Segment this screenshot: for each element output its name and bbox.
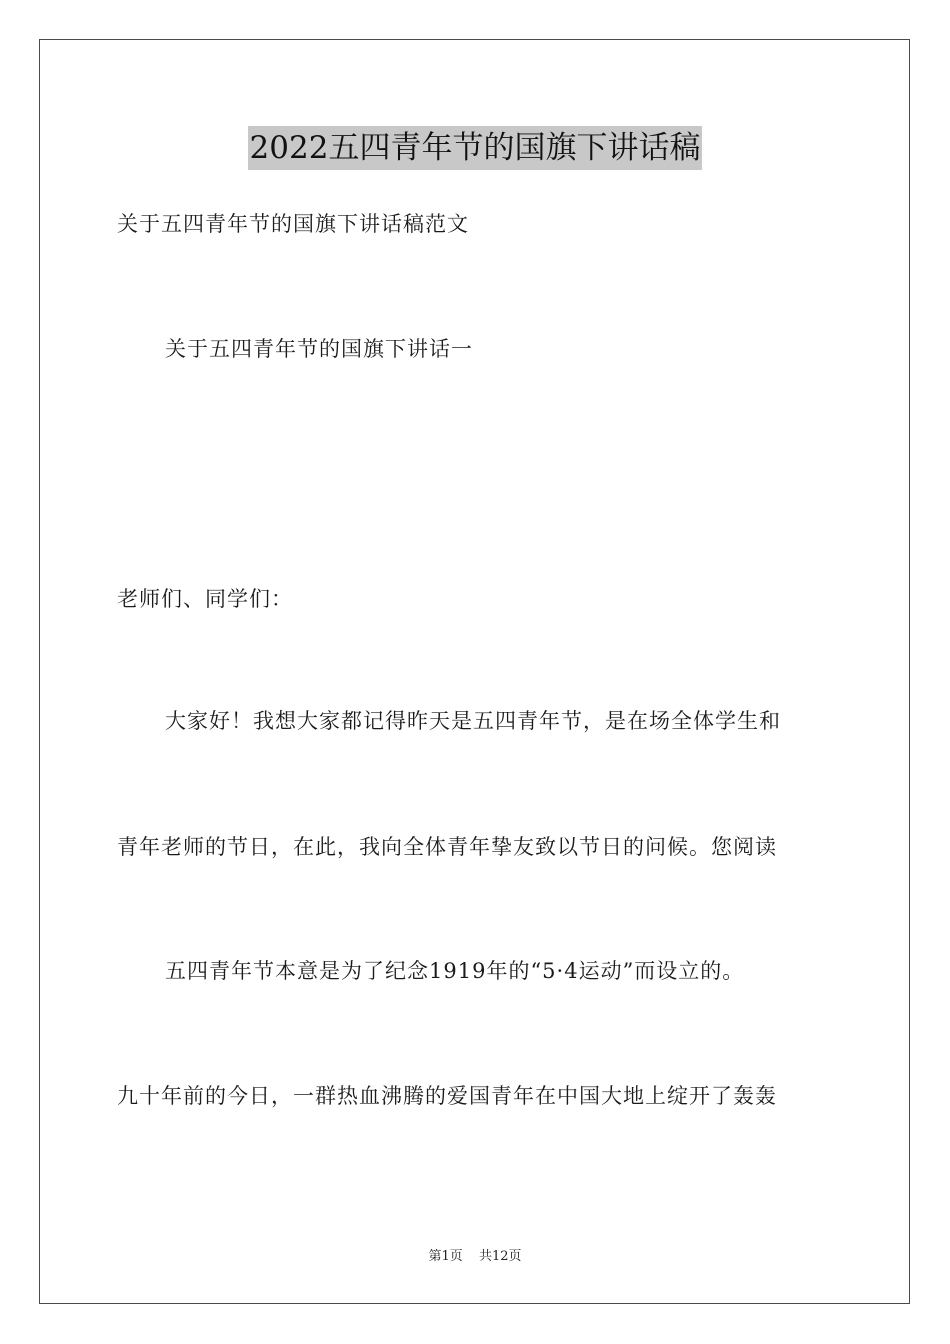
subtitle-line: 关于五四青年节的国旗下讲话稿范文 — [117, 212, 469, 236]
page-footer — [0, 1248, 950, 1266]
body-paragraph-line: 九十年前的今日，一群热血沸腾的爱国青年在中国大地上绽开了轰轰 — [117, 1084, 777, 1108]
salutation-line: 老师们、同学们： — [117, 587, 293, 611]
body-paragraph-line: 五四青年节本意是为了纪念1919年的“5·4运动”而设立的。 — [165, 959, 745, 983]
body-paragraph-line: 大家好！我想大家都记得昨天是五四青年节，是在场全体学生和 — [165, 709, 781, 733]
document-title: 2022五四青年节的国旗下讲话稿 — [248, 126, 703, 170]
page-number: 第1页 — [428, 1249, 463, 1264]
section-heading: 关于五四青年节的国旗下讲话一 — [165, 337, 473, 361]
title-container — [0, 126, 950, 170]
page-total: 共12页 — [478, 1249, 522, 1264]
body-paragraph-line: 青年老师的节日，在此，我向全体青年挚友致以节日的问候。您阅读 — [117, 835, 777, 859]
